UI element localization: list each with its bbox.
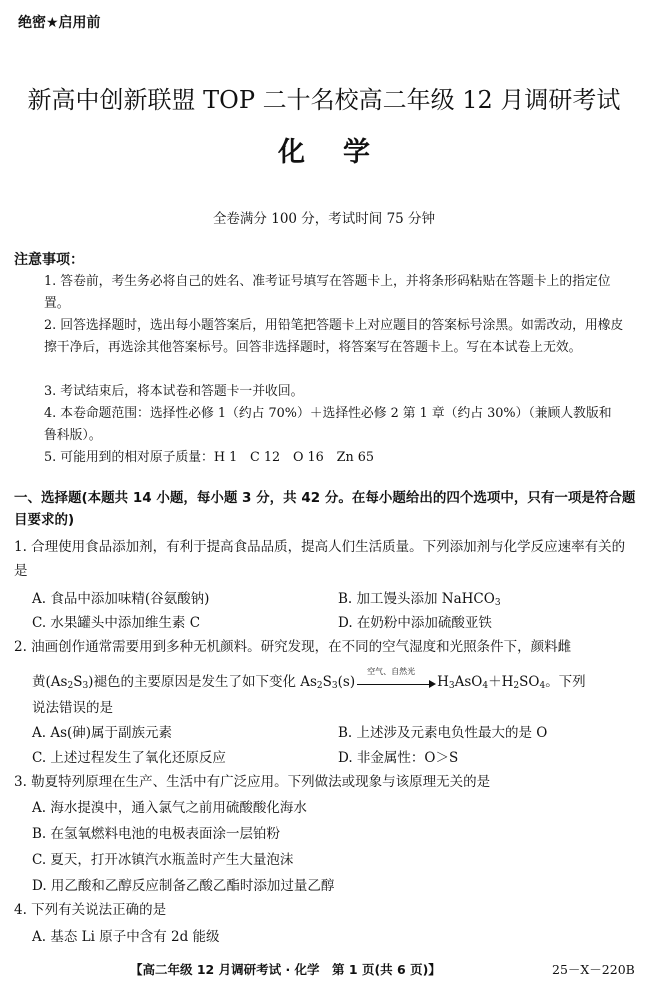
question-1-option-c: C. 水果罐头中添加维生素 C [32, 615, 201, 631]
exam-info: 全卷满分 100 分，考试时间 75 分钟 [212, 211, 436, 227]
arrow-right-icon [429, 680, 436, 688]
reaction-arrow [355, 666, 437, 690]
question-3-option-c: C. 夏天，打开冰镇汽水瓶盖时产生大量泡沫 [32, 852, 294, 868]
question-2-option-c: C. 上述过程发生了氧化还原反应 [32, 750, 226, 766]
question-2-option-b: B. 上述涉及元素电负性最大的是 O [338, 725, 548, 741]
notice-item: 3. 考试结束后，将本试卷和答题卡一并收回。 [44, 384, 304, 399]
question-2-option-a: A. As(砷)属于副族元素 [32, 725, 173, 741]
question-4-stem: 4. 下列有关说法正确的是 [14, 902, 167, 918]
question-2-stem-line1: 2. 油画创作通常需要用到多种无机颜料。研究发现，在不同的空气湿度和光照条件下，颜料雌 [14, 639, 572, 655]
question-4-option-a: A. 基态 Li 原子中含有 2d 能级 [32, 929, 220, 945]
question-3-option-b: B. 在氢氧燃料电池的电极表面涂一层铂粉 [32, 826, 281, 842]
question-2-stem-line3: 说法错误的是 [32, 700, 113, 716]
question-2-stem-line2: 黄$(As_2S_3)$褪色的主要原因是发生了如下变化 $As_2S_3(s)$ 空气、自然光 $H_3AsO_4+H_2SO_4$。下列 [32, 666, 586, 691]
notice-item: 5. 可能用到的相对原子质量：H 1 C 12 O 16 Zn 65 [44, 450, 375, 465]
question-3-stem: 3. 勒夏特列原理在生产、生活中有广泛应用。下列做法或现象与该原理无关的是 [14, 774, 491, 790]
question-1-stem: 1. 合理使用食品添加剂，有利于提高食品品质，提高人们生活质量。下列添加剂与化学反应速率有关的是 [14, 539, 626, 579]
notice-heading: 注意事项： [14, 252, 84, 268]
reaction-condition: 空气、自然光 [367, 666, 416, 676]
section-heading: 一、选择题(本题共 14 小题，每小题 3 分，共 42 分。在每小题给出的四个选项中，只有一项是符合题目要求的) [14, 490, 636, 528]
notice-item: 2. 回答选择题时，选出每小题答案后，用铅笔把答题卡上对应题目的答案标号涂黑。如需改动，用橡皮擦干净后，再选涂其他答案标号。回答非选择题时，将答案写在答题卡上。写在本试卷上无效。 [44, 318, 624, 355]
question-2-option-d: D. 非金属性：O＞S [338, 750, 459, 766]
footer-page-info: 【高二年级 12 月调研考试 · 化学 第 1 页(共 6 页)】 [130, 962, 441, 977]
subject-title: 化学 [278, 137, 408, 168]
top-secret-mark: 绝密★启用前 [18, 15, 101, 31]
question-3-option-d: D. 用乙酸和乙醇反应制备乙酸乙酯时添加过量乙醇 [32, 878, 335, 894]
question-3-option-a: A. 海水提溴中，通入氯气之前用硫酸酸化海水 [32, 800, 307, 816]
question-1-option-a: A. 食品中添加味精(谷氨酸钠) [32, 591, 210, 607]
question-1-option-d: D. 在奶粉中添加硫酸亚铁 [338, 615, 492, 631]
notice-item: 4. 本卷命题范围：选择性必修 1（约占 70%）＋选择性必修 2 第 1 章（约占 30%）（兼顾人教版和鲁科版）。 [44, 406, 612, 443]
notice-item: 1. 答卷前，考生务必将自己的姓名、准考证号填写在答题卡上，并将条形码粘贴在答题卡上的指定位置。 [44, 274, 611, 311]
exam-title: 新高中创新联盟 TOP 二十名校高二年级 12 月调研考试 [27, 86, 621, 114]
question-1-option-b: B. 加工馒头添加 NaHCO$_3$ [338, 591, 501, 608]
footer-code: 25－X－220B [552, 962, 635, 977]
